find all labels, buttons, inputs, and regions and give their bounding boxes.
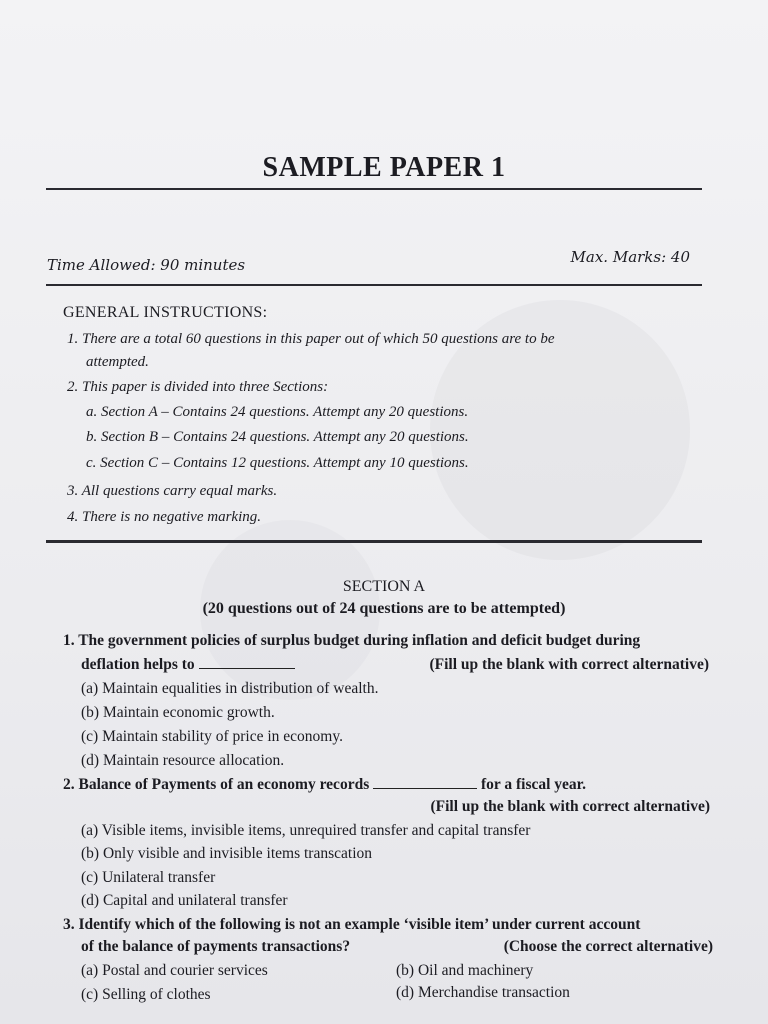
- instruction-item: 1. There are a total 60 questions in this paper out of which 50 questions are to be: [67, 331, 555, 347]
- question-3-line2: [81, 936, 713, 958]
- question-1-text: 1. The government policies of surplus budget during inflation and deficit budget during: [63, 632, 641, 649]
- question-2-text: [63, 774, 586, 796]
- instruction-subitem: c. Section C – Contains 12 questions. Attempt any 10 questions.: [86, 455, 469, 471]
- instructions-heading: GENERAL INSTRUCTIONS:: [63, 304, 268, 321]
- option-c: (c) Maintain stability of price in economy.: [81, 728, 343, 745]
- section-note: (20 questions out of 24 questions are to be attempted): [202, 600, 566, 617]
- option-a: (a) Postal and courier services: [81, 962, 268, 979]
- title-rule: [46, 188, 702, 190]
- answer-blank: [373, 774, 477, 789]
- question-3-text: 3. Identify which of the following is not an example ‘visible item’ under current account: [63, 916, 641, 933]
- header-rule: [46, 284, 702, 286]
- option-b: (b) Oil and machinery: [396, 962, 534, 979]
- instruction-item: 2. This paper is divided into three Sections:: [67, 379, 329, 395]
- instruction-subitem: a. Section A – Contains 24 questions. Attempt any 20 questions.: [86, 404, 469, 420]
- question-2-stem: 2. Balance of Payments of an economy records: [63, 776, 370, 793]
- instruction-item: attempted.: [86, 354, 149, 370]
- question-1-line2: [81, 654, 709, 676]
- question-1-note: (Fill up the blank with correct alternative): [429, 656, 709, 673]
- option-c: (c) Selling of clothes: [81, 986, 211, 1003]
- question-2-stem-end: for a fiscal year.: [480, 776, 587, 793]
- option-a: (a) Maintain equalities in distribution of wealth.: [81, 680, 379, 697]
- question-1-stem: deflation helps to: [81, 656, 195, 673]
- option-a: (a) Visible items, invisible items, unrequired transfer and capital transfer: [81, 822, 531, 839]
- option-c: (c) Unilateral transfer: [81, 869, 216, 886]
- option-b: (b) Maintain economic growth.: [81, 704, 275, 721]
- option-d: (d) Maintain resource allocation.: [81, 752, 285, 769]
- section-title: SECTION A: [342, 578, 426, 595]
- question-2-note: (Fill up the blank with correct alternative): [430, 798, 710, 815]
- instruction-item: 3. All questions carry equal marks.: [67, 483, 278, 499]
- question-3-note: (Choose the correct alternative): [503, 938, 713, 955]
- option-d: (d) Capital and unilateral transfer: [81, 892, 288, 909]
- time-allowed: Time Allowed: 90 minutes: [47, 256, 246, 274]
- option-b: (b) Only visible and invisible items transcation: [81, 845, 373, 862]
- instructions-rule: [46, 540, 702, 543]
- paper-title: SAMPLE PAPER 1: [262, 152, 506, 183]
- option-d: (d) Merchandise transaction: [396, 984, 570, 1001]
- max-marks: Max. Marks: 40: [570, 248, 690, 266]
- question-3-stem: of the balance of payments transactions?: [81, 938, 351, 955]
- instruction-item: 4. There is no negative marking.: [67, 509, 261, 525]
- instruction-subitem: b. Section B – Contains 24 questions. Attempt any 20 questions.: [86, 429, 469, 445]
- answer-blank: [199, 654, 295, 669]
